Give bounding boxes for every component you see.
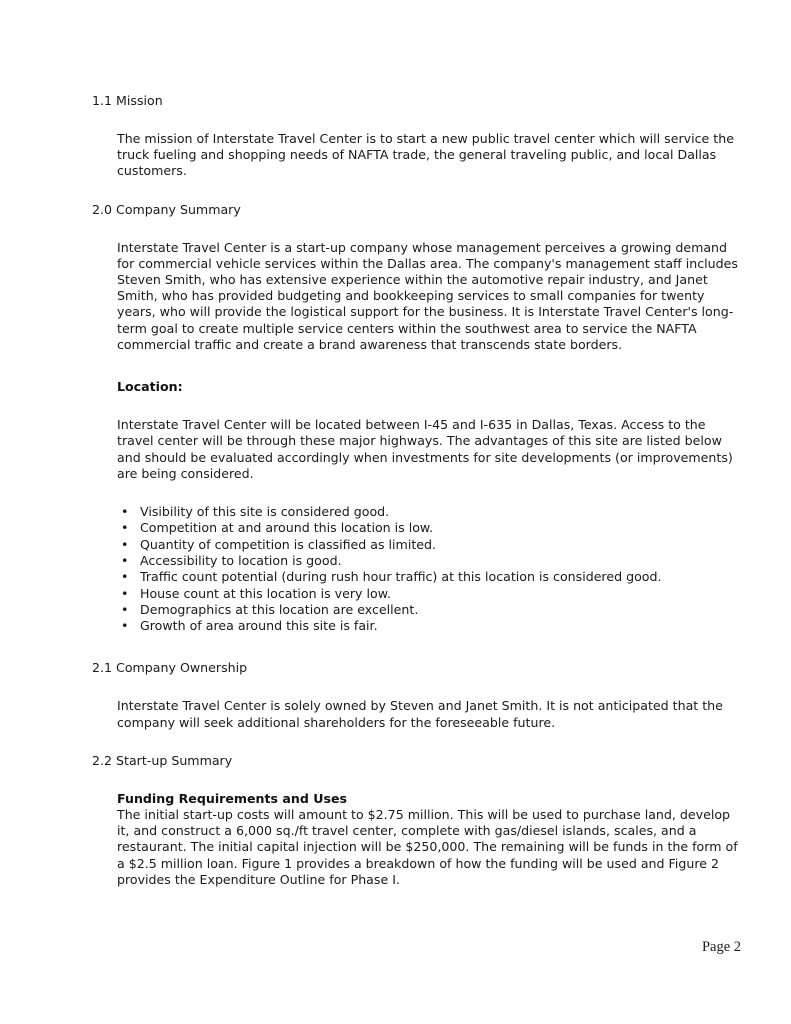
list-item-label: Traffic count potential (during rush hour traffic) at this location is considered good.	[140, 569, 662, 585]
document-content	[92, 93, 742, 888]
spacer	[92, 353, 742, 379]
spacer	[92, 395, 742, 417]
spacer	[92, 769, 742, 791]
section-heading-company-summary: 2.0 Company Summary	[92, 201, 241, 217]
sub-heading-location: Location:	[117, 379, 183, 395]
list-item	[121, 537, 742, 553]
paragraph-company-ownership: Interstate Travel Center is solely owned by Steven and Janet Smith. It is not anticipated that the company will seek additional shareholders for the foreseeable future.	[117, 698, 727, 730]
spacer	[92, 482, 742, 504]
sub-heading-funding-requirements: Funding Requirements and Uses	[117, 790, 348, 806]
list-item	[121, 520, 742, 536]
bullet-icon: •	[121, 552, 129, 568]
spacer	[92, 218, 742, 240]
bullet-icon: •	[121, 536, 129, 552]
spacer	[92, 180, 742, 202]
location-advantages-list	[121, 504, 742, 634]
list-item-label: House count at this location is very low.	[140, 585, 391, 601]
spacer	[92, 109, 742, 131]
paragraph-funding-requirements: The initial start-up costs will amount to $2.75 million. This will be used to purchase land, develop it, and construct a 6,000 sq./ft travel center, complete with gas/diesel islands, scales, and a restaurant. The initial capital injection will be $250,000. The remaining will be funds in the form of a $2.5 million loan. Figure 1 provides a breakdown of how the funding will be used and Figure 2 provides the Expenditure Outline for Phase I.	[117, 807, 742, 887]
bullet-icon: •	[121, 601, 129, 617]
bullet-icon: •	[121, 569, 129, 585]
list-item-label: Visibility of this site is considered good.	[140, 504, 390, 520]
section-heading-company-ownership: 2.1 Company Ownership	[92, 660, 248, 676]
bullet-icon: •	[121, 618, 129, 634]
spacer	[92, 731, 742, 753]
list-item	[121, 602, 742, 618]
paragraph-location: Interstate Travel Center will be located between I-45 and I-635 in Dallas, Texas. Access to the travel center will be through these major highways. The advantages of this site are listed below and should be evaluated accordingly when investments for site developments (or improvements) are being considered.	[117, 417, 737, 481]
spacer	[92, 634, 742, 660]
list-item-label: Accessibility to location is good.	[140, 552, 342, 568]
list-item-label: Competition at and around this location is low.	[140, 520, 434, 536]
paragraph-mission: The mission of Interstate Travel Center is to start a new public travel center which will service the truck fueling and shopping needs of NAFTA trade, the general traveling public, and local Dallas customers.	[117, 131, 738, 179]
list-item	[121, 586, 742, 602]
list-item	[121, 553, 742, 569]
bullet-icon: •	[121, 520, 129, 536]
list-item-label: Growth of area around this site is fair.	[140, 618, 378, 634]
list-item-label: Demographics at this location are excellent.	[140, 601, 419, 617]
bullet-icon: •	[121, 585, 129, 601]
page-number-footer: Page 2	[701, 939, 741, 955]
spacer	[92, 676, 742, 698]
list-item	[121, 569, 742, 585]
paragraph-company-summary: Interstate Travel Center is a start-up company whose management perceives a growing demand for commercial vehicle services within the Dallas area. The company's management staff includes Steven Smith, who has extensive experience within the automotive repair industry, and Janet Smith, who has provided budgeting and bookkeeping services to small companies for twenty years, who will provide the logistical support for the business. It is Interstate Travel Center's long-term goal to create multiple service centers within the southwest area to service the NAFTA commercial traffic and create a brand awareness that transcends state borders.	[117, 239, 742, 352]
list-item	[121, 504, 742, 520]
section-heading-startup-summary: 2.2 Start-up Summary	[92, 752, 233, 768]
list-item	[121, 618, 742, 634]
bullet-icon: •	[121, 504, 129, 520]
list-item-label: Quantity of competition is classified as limited.	[140, 536, 437, 552]
section-heading-mission: 1.1 Mission	[92, 93, 163, 108]
